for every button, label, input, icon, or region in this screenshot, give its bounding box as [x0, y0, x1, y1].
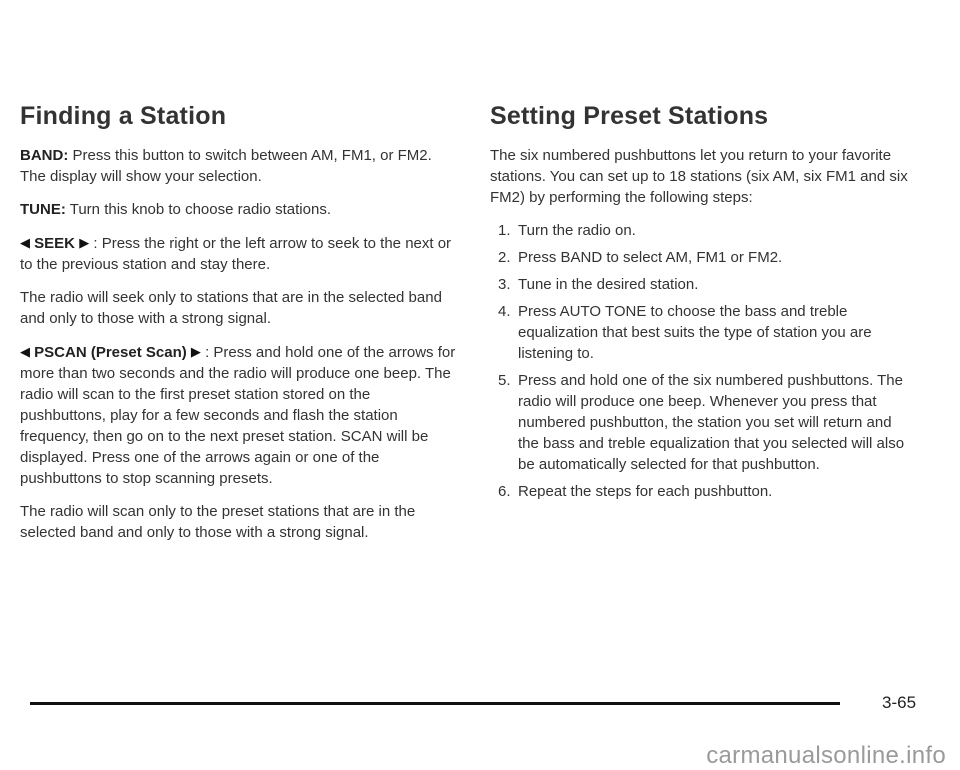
band-term: BAND: — [20, 147, 69, 164]
footer-rule — [30, 702, 840, 705]
preset-intro: The six numbered pushbuttons let you return to your favorite stations. You can set up to 18 stations (six AM, six FM1 and six FM2) by performing the following steps: — [490, 147, 908, 206]
step-text: Press and hold one of the six numbered pushbuttons. The radio will produce one beep. Whenever you press that numbered pushbutton, the station you set will return and the bass and treble equalization that you selected will also be automatically selected for that pushbutton. — [518, 372, 905, 473]
right-column — [490, 102, 910, 508]
seek-note: The radio will seek only to stations that are in the selected band and only to those with a strong signal. — [20, 289, 442, 327]
step-text: Press BAND to select AM, FM1 or FM2. — [518, 249, 783, 266]
step-number: 6. — [498, 483, 511, 500]
page-number: 3-65 — [882, 693, 917, 712]
pscan-text: : Press and hold one of the arrows for more than two seconds and the radio will produce one beep. The radio will scan to the first preset station stored on the pushbuttons, play for a few seconds and flash the station frequency, then go on to the next preset station. SCAN will be displayed. Press one of the arrows again or one of the pushbuttons to stop scanning presets. — [20, 344, 456, 487]
step-number: 4. — [498, 303, 511, 320]
left-arrow-icon: ◀ — [20, 344, 30, 359]
pscan-paragraph — [20, 341, 460, 489]
step-text: Tune in the desired station. — [518, 276, 699, 293]
step-number: 1. — [498, 222, 511, 239]
preset-steps-list — [490, 220, 910, 502]
step-text: Repeat the steps for each pushbutton. — [518, 483, 773, 500]
band-text: Press this button to switch between AM, FM1, or FM2. The display will show your selection. — [20, 147, 432, 185]
list-item — [490, 481, 910, 502]
seek-paragraph — [20, 232, 460, 275]
left-column — [20, 102, 460, 555]
step-text: Press AUTO TONE to choose the bass and treble equalization that best suits the type of station you are listening to. — [518, 303, 872, 362]
list-item — [490, 220, 910, 241]
tune-text: Turn this knob to choose radio stations. — [69, 201, 331, 218]
list-item — [490, 247, 910, 268]
seek-term: SEEK — [34, 235, 76, 252]
section-title-finding-station: Finding a Station — [20, 102, 227, 130]
tune-paragraph — [20, 199, 460, 220]
list-item — [490, 370, 910, 475]
right-arrow-icon: ▶ — [190, 344, 201, 359]
step-text: Turn the radio on. — [518, 222, 636, 239]
step-number: 2. — [498, 249, 511, 266]
seek-text: : Press the right or the left arrow to seek to the next or to the previous station and stay there. — [20, 235, 452, 273]
section-title-setting-presets: Setting Preset Stations — [490, 102, 769, 130]
step-number: 5. — [498, 372, 511, 389]
pscan-note: The radio will scan only to the preset stations that are in the selected band and only to those with a strong signal. — [20, 503, 416, 541]
list-item — [490, 274, 910, 295]
band-paragraph — [20, 145, 460, 187]
pscan-term: PSCAN (Preset Scan) — [34, 344, 187, 361]
left-arrow-icon: ◀ — [20, 235, 30, 250]
right-arrow-icon: ▶ — [79, 235, 90, 250]
list-item — [490, 301, 910, 364]
tune-term: TUNE: — [20, 201, 66, 218]
watermark-link[interactable]: carmanualsonline.info — [706, 742, 946, 769]
step-number: 3. — [498, 276, 511, 293]
